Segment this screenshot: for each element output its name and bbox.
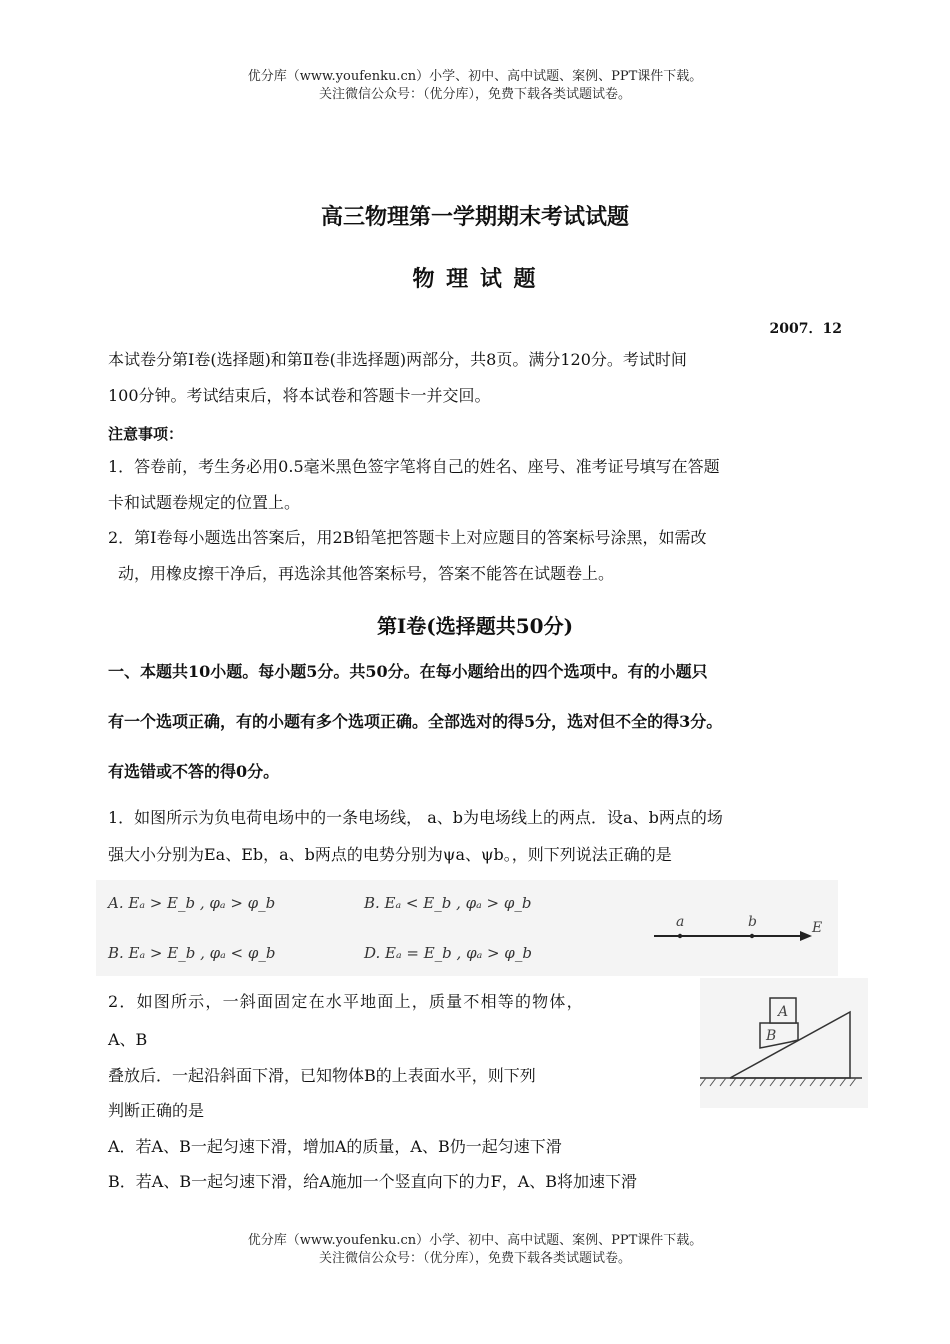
ground-hatching bbox=[700, 1078, 856, 1086]
field-label-e: E bbox=[812, 920, 823, 936]
q2-option-a: A．若A、B一起匀速下滑，增加A的质量，A、B仍一起匀速下滑 bbox=[108, 1137, 562, 1156]
intro-line2: 100分钟。考试结束后，将本试卷和答题卡一并交回。 bbox=[108, 386, 491, 405]
q2-stem-line1: 2．如图所示，一斜面固定在水平地面上，质量不相等的物体， bbox=[108, 992, 584, 1011]
q1-option-a: A. Eₐ > E_b , φₐ > φ_b bbox=[108, 894, 276, 912]
notice-item1-line2: 卡和试题卷规定的位置上。 bbox=[108, 493, 301, 512]
notice-item1-line1: 1．答卷前，考生务必用0.5毫米黑色签字笔将自己的姓名、座号、准考证号填写在答题 bbox=[108, 457, 720, 476]
q1-stem-line2: 强大小分别为Ea、Eb，a、b两点的电势分别为ψa、ψb。，则下列说法正确的是 bbox=[108, 845, 672, 864]
notice-item2-line2: 动，用橡皮擦干净后，再选涂其他答案标号，答案不能答在试题卷上。 bbox=[118, 564, 615, 583]
incline-figure bbox=[700, 978, 868, 1108]
page-footer-line1: 优分库（www.youfenku.cn）小学、初中、高中试题、案例、PPT课件下载。 bbox=[247, 1233, 703, 1248]
q2-stem-line4: 判断正确的是 bbox=[108, 1101, 205, 1120]
q1-options-figure bbox=[96, 880, 838, 976]
q2-option-b: B．若A、B一起匀速下滑，给A施加一个竖直向下的力F，A、B将加速下滑 bbox=[108, 1172, 638, 1191]
q2-stem-line3: 叠放后．一起沿斜面下滑，已知物体B的上表面水平，则下列 bbox=[108, 1066, 536, 1085]
section1-instructions-line3: 有选错或不答的得0分。 bbox=[108, 762, 280, 781]
exam-title: 高三物理第一学期期末考试试题 bbox=[320, 204, 629, 230]
incline-diagram bbox=[700, 978, 868, 1108]
page-footer-line2: 关注微信公众号：（优分库），免费下载各类试题试卷。 bbox=[318, 1251, 631, 1266]
q1-option-b: B. Eₐ < E_b , φₐ > φ_b bbox=[364, 894, 532, 912]
section1-instructions-line1: 一、本题共10小题。每小题5分。共50分。在每小题给出的四个选项中。有的小题只 bbox=[108, 662, 708, 681]
notice-heading: 注意事项： bbox=[108, 425, 184, 443]
q1-option-c: B. Eₐ > E_b , φₐ < φ_b bbox=[108, 944, 276, 962]
page-header-line2: 关注微信公众号：（优分库），免费下载各类试题试卷。 bbox=[318, 87, 631, 102]
section1-title: 第Ⅰ卷(选择题共50分) bbox=[376, 614, 574, 638]
block-b-label: B bbox=[766, 1028, 777, 1044]
page-header-line1: 优分库（www.youfenku.cn）小学、初中、高中试题、案例、PPT课件下载。 bbox=[247, 69, 703, 84]
exam-subtitle: 物 理 试 题 bbox=[412, 266, 538, 292]
intro-line1: 本试卷分第Ⅰ卷(选择题)和第Ⅱ卷(非选择题)两部分，共8页。满分120分。考试时间 bbox=[108, 350, 687, 369]
q1-stem-line1: 1．如图所示为负电荷电场中的一条电场线， a、b为电场线上的两点．设a、b两点的场 bbox=[108, 808, 723, 827]
block-a-label: A bbox=[778, 1004, 789, 1020]
q1-option-d: D. Eₐ = E_b , φₐ > φ_b bbox=[364, 944, 532, 962]
field-line-arrowhead bbox=[800, 931, 812, 941]
point-a-label: a bbox=[676, 914, 685, 930]
exam-date: 2007．12 bbox=[769, 321, 842, 337]
point-a bbox=[678, 934, 682, 938]
section1-instructions-line2: 有一个选项正确，有的小题有多个选项正确。全部选对的得5分，选对但不全的得3分。 bbox=[108, 712, 723, 731]
point-b bbox=[750, 934, 754, 938]
q2-stem-line2: A、B bbox=[108, 1030, 148, 1049]
point-b-label: b bbox=[748, 914, 757, 930]
notice-item2-line1: 2．第Ⅰ卷每小题选出答案后，用2B铅笔把答题卡上对应题目的答案标号涂黑，如需改 bbox=[108, 528, 707, 547]
field-line-diagram bbox=[648, 910, 828, 950]
